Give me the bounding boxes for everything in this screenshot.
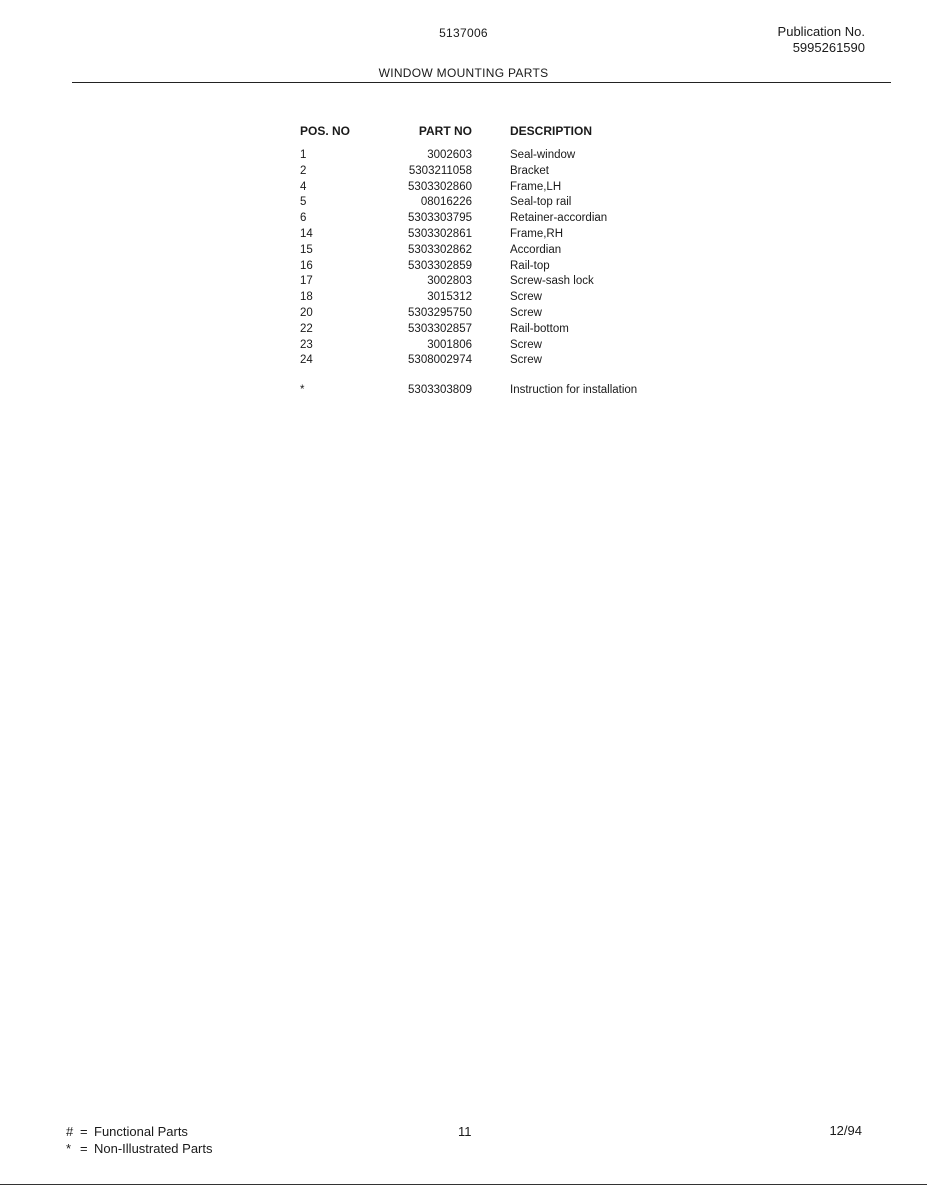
- pos-no-cell: 18: [300, 291, 313, 304]
- part-no-cell: 3002603: [427, 149, 472, 161]
- legend-item-non-illustrated: [66, 1140, 213, 1157]
- table-row: [300, 338, 637, 354]
- pos-no-cell: 15: [300, 243, 313, 256]
- pos-no-cell: 6: [300, 212, 307, 225]
- description-cell: Seal-window: [510, 149, 576, 161]
- section-title: WINDOW MOUNTING PARTS: [378, 66, 549, 80]
- legend-item-functional: [66, 1123, 213, 1140]
- publication-number: 5995261590: [792, 40, 865, 55]
- legend-text: Non-Illustrated Parts: [94, 1141, 213, 1156]
- column-header-part-no: PART NO: [418, 124, 472, 138]
- parts-table: [300, 124, 637, 399]
- part-no-cell: 5303303795: [408, 212, 472, 225]
- pos-no-cell: 2: [300, 164, 307, 177]
- part-no-cell: 5303302857: [408, 322, 472, 335]
- part-no-cell: 08016226: [420, 196, 472, 209]
- description-cell: Retainer-accordian: [510, 212, 608, 225]
- pos-no-cell: 16: [300, 259, 313, 272]
- table-row: [300, 290, 637, 306]
- part-no-cell: 3001806: [427, 338, 472, 351]
- description-cell: Rail-bottom: [510, 322, 569, 335]
- spacer-cell: [300, 369, 380, 383]
- pos-no-cell: 22: [300, 322, 313, 335]
- pos-no-cell: 4: [300, 180, 307, 193]
- part-no-cell: 5303302860: [408, 180, 472, 193]
- part-no-cell: 5303302859: [408, 259, 472, 272]
- pos-no-cell: 17: [300, 275, 313, 288]
- table-row: [300, 259, 637, 275]
- part-no-cell: 5308002974: [408, 354, 472, 367]
- part-no-cell: 5303295750: [408, 306, 472, 319]
- table-row-non-illustrated: [300, 383, 637, 399]
- pos-no-cell: 23: [300, 338, 313, 351]
- table-row: [300, 148, 637, 164]
- legend-equals: =: [80, 1141, 88, 1156]
- revision-date: 12/94: [829, 1123, 862, 1138]
- table-row: [300, 274, 637, 290]
- pos-no-cell: *: [300, 384, 305, 397]
- description-cell: Screw: [510, 291, 542, 304]
- table-row: [300, 306, 637, 322]
- column-header-description: DESCRIPTION: [510, 124, 593, 138]
- description-cell: Frame,LH: [510, 180, 562, 193]
- pos-no-cell: 24: [300, 354, 313, 367]
- description-cell: Instruction for installation: [510, 384, 638, 397]
- table-header-row: [300, 124, 637, 148]
- pos-no-cell: 5: [300, 196, 307, 209]
- footer-divider: [0, 1184, 927, 1185]
- legend-equals: =: [80, 1124, 88, 1139]
- description-cell: Rail-top: [510, 259, 550, 272]
- header-divider: [72, 82, 891, 83]
- description-cell: Bracket: [510, 164, 549, 177]
- pos-no-cell: 20: [300, 306, 313, 319]
- pos-no-cell: 1: [300, 149, 307, 161]
- table-row: [300, 243, 637, 259]
- part-no-cell: 5303302861: [408, 227, 472, 240]
- description-cell: Seal-top rail: [510, 196, 572, 209]
- table-row: [300, 211, 637, 227]
- legend-symbol: *: [66, 1141, 72, 1156]
- publication-label: Publication No.: [777, 24, 865, 39]
- table-spacer-row: [300, 369, 637, 383]
- spacer-cell: [380, 369, 472, 383]
- part-no-cell: 5303302862: [408, 243, 472, 256]
- part-no-cell: 3002803: [427, 275, 472, 288]
- legend: [66, 1123, 213, 1157]
- table-row: [300, 164, 637, 180]
- description-cell: Screw: [510, 306, 542, 319]
- spacer-cell: [472, 369, 637, 383]
- publication-info: [778, 24, 865, 56]
- table-row: [300, 180, 637, 196]
- table-row: [300, 195, 637, 211]
- column-header-pos-no: POS. NO: [300, 124, 351, 138]
- description-cell: Frame,RH: [510, 227, 564, 240]
- description-cell: Screw: [510, 338, 542, 351]
- description-cell: Accordian: [510, 243, 562, 256]
- table-row: [300, 227, 637, 243]
- pos-no-cell: 14: [300, 227, 313, 240]
- model-number: 5137006: [439, 26, 488, 40]
- part-no-cell: 3015312: [427, 291, 472, 304]
- table-row: [300, 353, 637, 369]
- description-cell: Screw: [510, 354, 542, 367]
- legend-symbol: #: [66, 1124, 74, 1139]
- legend-text: Functional Parts: [94, 1124, 188, 1139]
- part-no-cell: 5303211058: [408, 164, 472, 177]
- page-number: 11: [458, 1124, 472, 1139]
- description-cell: Screw-sash lock: [510, 275, 594, 288]
- part-no-cell: 5303303809: [408, 384, 472, 397]
- table-row: [300, 322, 637, 338]
